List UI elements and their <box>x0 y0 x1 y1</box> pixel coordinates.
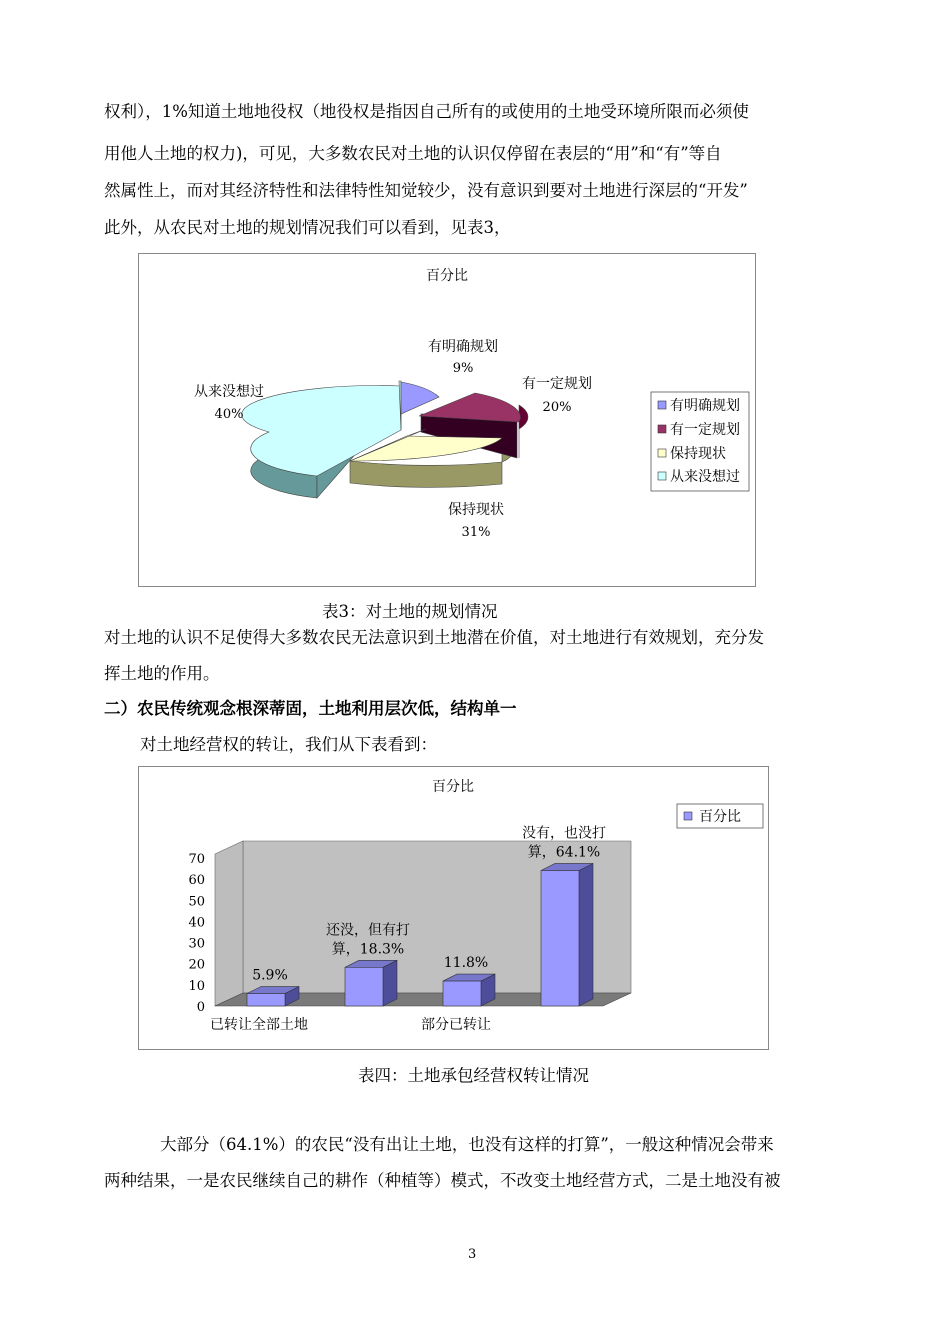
pie-chart-frame <box>138 253 756 587</box>
y-tick-label: 0 <box>196 1000 205 1015</box>
bar <box>541 870 579 1006</box>
paragraph-line: 此外，从农民对土地的规划情况我们可以看到，见表3， <box>104 218 511 237</box>
legend-label: 百分比 <box>699 809 741 825</box>
paragraph-line: 挥土地的作用。 <box>104 664 220 683</box>
y-axis <box>188 852 205 1015</box>
pie-label-name: 有明确规划 <box>428 339 498 355</box>
page-number: 3 <box>468 1247 477 1262</box>
legend-label: 有一定规划 <box>670 422 740 438</box>
paragraph-line: 大部分（64.1%）的农民“没有出让土地，也没有这样的打算”，一般这种情况会带来 <box>160 1135 774 1154</box>
pie-chart <box>139 254 755 586</box>
x-axis-labels <box>210 1016 491 1033</box>
legend-swatch <box>658 449 666 457</box>
paragraph-line: 用他人土地的权力)，可见，大多数农民对土地的认识仅停留在表层的“用”和“有”等自 <box>104 144 722 163</box>
x-category-label: 部分已转让 <box>421 1017 491 1033</box>
y-tick-label: 20 <box>188 957 205 973</box>
pie-label-value: 20% <box>542 400 572 415</box>
table3-caption: 表3：对土地的规划情况 <box>322 602 498 621</box>
bar-legend <box>677 804 763 828</box>
legend-label: 从来没想过 <box>670 469 740 485</box>
pie-label-name: 有一定规划 <box>522 376 592 392</box>
bar-data-label: 11.8% <box>443 955 489 972</box>
pie-label-value: 40% <box>214 407 244 422</box>
bar <box>345 967 383 1006</box>
table4-caption: 表四：土地承包经营权转让情况 <box>358 1066 589 1085</box>
legend-label: 有明确规划 <box>670 398 740 414</box>
pie-slice-side <box>519 405 528 458</box>
pie-slice-clear-plan <box>401 382 439 414</box>
y-tick-label: 30 <box>188 936 205 952</box>
bar-side <box>383 960 397 1006</box>
bar-chart-frame <box>138 766 769 1050</box>
pie-label-value: 9% <box>452 361 474 376</box>
paragraph-line: 两种结果，一是农民继续自己的耕作（种植等）模式，不改变土地经营方式，二是土地没有被 <box>104 1171 781 1190</box>
bar-data-label: 还没，但有打 <box>326 922 410 939</box>
bar <box>443 981 481 1006</box>
y-tick-label: 60 <box>188 873 205 889</box>
paragraph-line: 权利），1%知道土地地役权（地役权是指因自己所有的或使用的土地受环境所限而必须使 <box>104 102 749 121</box>
bar-data-label: 5.9% <box>252 967 288 984</box>
pie-label-name: 从来没想过 <box>194 384 264 400</box>
legend-swatch <box>658 425 666 433</box>
pie-slice-never-thought <box>242 386 401 476</box>
legend-swatch <box>658 472 666 480</box>
x-category-label: 已转让全部土地 <box>210 1017 308 1033</box>
bar-side <box>579 863 593 1006</box>
bar-data-label: 算，18.3% <box>331 941 405 958</box>
y-tick-label: 50 <box>188 894 205 910</box>
section-heading: 二）农民传统观念根深蒂固，土地利用层次低，结构单一 <box>104 699 517 718</box>
legend-label: 保持现状 <box>670 446 726 462</box>
bar-data-label: 没有，也没打 <box>522 825 606 842</box>
legend-swatch <box>684 812 692 820</box>
pie-chart-title: 百分比 <box>426 268 468 284</box>
bar-data-label: 算，64.1% <box>527 844 601 861</box>
legend-swatch <box>658 401 666 409</box>
y-tick-label: 40 <box>188 915 205 931</box>
pie-legend <box>651 392 749 491</box>
paragraph-line: 对土地的认识不足使得大多数农民无法意识到土地潜在价值，对土地进行有效规划，充分发 <box>104 628 764 647</box>
side-wall <box>215 841 243 1006</box>
pie-label-value: 31% <box>461 525 491 540</box>
pie-label-name: 保持现状 <box>448 502 504 518</box>
bar <box>247 994 285 1006</box>
paragraph-line: 然属性上，而对其经济特性和法律特性知觉较少，没有意识到要对土地进行深层的“开发” <box>104 181 748 200</box>
bar-chart <box>139 767 768 1049</box>
y-tick-label: 10 <box>188 978 205 994</box>
paragraph-line: 对土地经营权的转让，我们从下表看到： <box>140 735 437 754</box>
pie-slice-side <box>350 461 502 487</box>
y-tick-label: 70 <box>188 852 205 867</box>
bar-chart-title: 百分比 <box>432 779 474 795</box>
